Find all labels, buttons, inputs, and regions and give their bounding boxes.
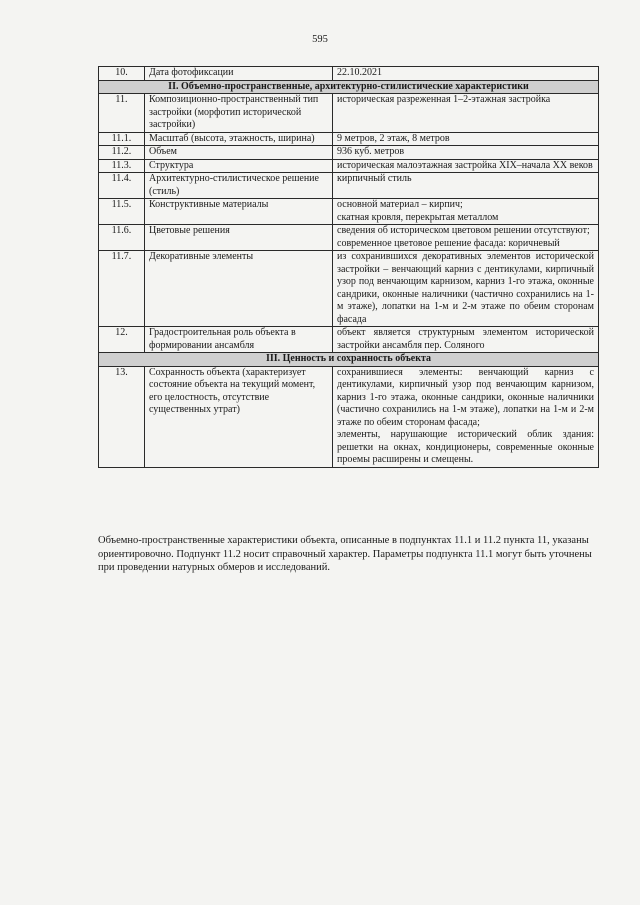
- value-line: сохранившиеся элементы: венчающий карниз с дентикулами, кирпичный узор под венчающим карнизом, карниз 1-го этажа, оконные сандрики, оконные наличники (частично сохранились на 1-м этаже), лопатки на 1-м и 2-м этаже по обеим сторонам фасада;: [337, 366, 594, 428]
- value-line: основной материал – кирпич;: [337, 199, 463, 210]
- row-characteristic: Композиционно-пространственный тип застройки (морфотип исторической застройки): [145, 94, 333, 133]
- page-number: 595: [312, 34, 328, 45]
- row-number: 11.1.: [99, 132, 145, 146]
- value-line: 936 куб. метров: [337, 146, 405, 157]
- row-characteristic: Декоративные элементы: [145, 251, 333, 327]
- value-line: современное цветовое решение фасада: коричневый: [337, 237, 560, 249]
- row-number: 12.: [99, 327, 145, 353]
- row-value: [333, 225, 599, 251]
- row-value: [333, 173, 599, 199]
- row-value: [333, 199, 599, 225]
- table-row: [99, 366, 599, 467]
- row-value: [333, 146, 599, 160]
- section-title: III. Ценность и сохранность объекта: [99, 353, 599, 367]
- value-line: историческая малоэтажная застройка XIX–начала XX веков: [337, 159, 593, 171]
- table-row: [99, 67, 599, 81]
- table-row: [99, 94, 599, 133]
- table-row: [99, 251, 599, 327]
- characteristics-table: [98, 66, 599, 468]
- row-characteristic: Структура: [145, 159, 333, 173]
- value-line: историческая разреженная 1–2-этажная застройка: [337, 94, 551, 105]
- row-number: 11.5.: [99, 199, 145, 225]
- row-value: [333, 327, 599, 353]
- row-number: 11.3.: [99, 159, 145, 173]
- row-value: [333, 94, 599, 133]
- table-row: [99, 159, 599, 173]
- value-line: из сохранившихся декоративных элементов исторической застройки – венчающий карниз с дентикулами, кирпичный узор под венчающим карнизом, карниз 1-го этажа, оконные сандрики, оконные наличники (частично сохранились на 1-м этаже), лопатки на 1-м и 2-м этаже по обеим сторонам фасада: [337, 251, 594, 325]
- table-row: [99, 225, 599, 251]
- table-row: [99, 173, 599, 199]
- row-number: 11.4.: [99, 173, 145, 199]
- value-line: скатная кровля, перекрытая металлом: [337, 211, 499, 223]
- table-row: [99, 132, 599, 146]
- table-row: [99, 199, 599, 225]
- row-characteristic: Объем: [145, 146, 333, 160]
- row-characteristic: Масштаб (высота, этажность, ширина): [145, 132, 333, 146]
- row-characteristic: Дата фотофиксации: [145, 67, 333, 81]
- table-row: [99, 327, 599, 353]
- row-number: 13.: [99, 366, 145, 467]
- section-header-row: [99, 80, 599, 94]
- row-value: [333, 251, 599, 327]
- row-number: 11.6.: [99, 225, 145, 251]
- table-row: [99, 146, 599, 160]
- row-number: 10.: [99, 67, 145, 81]
- row-characteristic: Сохранность объекта (характеризует состояние объекта на текущий момент, его целостность, отсутствие существенных утрат): [145, 366, 333, 467]
- footnote: Объемно-пространственные характеристики объекта, описанные в подпунктах 11.1 и 11.2 пункта 11, указаны ориентировочно. Подпункт 11.2 носит справочный характер. Параметры подпункта 11.1 могут быть уточнены при проведении натурных обмеров и исследований.: [98, 535, 592, 573]
- value-line: сведения об историческом цветовом решении отсутствуют;: [337, 225, 590, 236]
- value-line: 22.10.2021: [337, 67, 382, 78]
- row-number: 11.2.: [99, 146, 145, 160]
- row-characteristic: Цветовые решения: [145, 225, 333, 251]
- row-value: [333, 132, 599, 146]
- value-line: кирпичный стиль: [337, 173, 412, 184]
- row-number: 11.: [99, 94, 145, 133]
- row-characteristic: Архитектурно-стилистическое решение (стиль): [145, 173, 333, 199]
- row-value: [333, 366, 599, 467]
- value-line: элементы, нарушающие исторический облик здания: решетки на окнах, кондиционеры, современные оконные проемы расширены и смещены.: [337, 429, 594, 465]
- value-line: 9 метров, 2 этаж, 8 метров: [337, 132, 450, 144]
- row-characteristic: Конструктивные материалы: [145, 199, 333, 225]
- row-number: 11.7.: [99, 251, 145, 327]
- section-title: II. Объемно-пространственные, архитектурно-стилистические характеристики: [99, 80, 599, 94]
- row-characteristic: Градостроительная роль объекта в формировании ансамбля: [145, 327, 333, 353]
- section-header-row: [99, 353, 599, 367]
- row-value: [333, 67, 599, 81]
- value-line: объект является структурным элементом исторической застройки ансамбля пер. Соляного: [337, 327, 594, 351]
- row-value: [333, 159, 599, 173]
